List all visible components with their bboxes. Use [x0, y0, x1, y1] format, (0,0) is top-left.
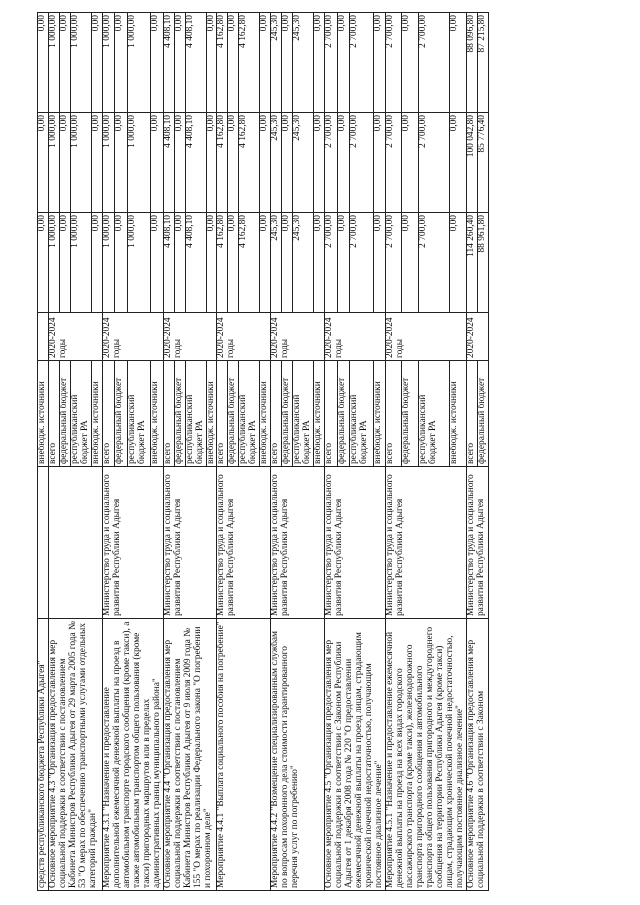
amount-cell: 245,30	[293, 213, 314, 313]
amount-cell: 2 700,00	[349, 13, 373, 113]
amount-cell: 0,00	[151, 213, 163, 313]
amount-cell: 0,00	[174, 113, 185, 213]
amount-cell: 245,30	[271, 113, 282, 213]
amount-cell: 0,00	[337, 13, 349, 113]
amount-cell: 88 096,80	[466, 13, 477, 113]
funding-source-cell: федеральный бюджет	[282, 361, 293, 467]
executor-cell: Министерство труда и социального развития Республики Адыгея	[466, 467, 488, 619]
funding-source-cell: республиканский бюджет РА	[127, 361, 151, 467]
amount-cell: 2 700,00	[418, 113, 449, 213]
funding-source-cell: всего	[163, 361, 174, 467]
measure-name-cell: Мероприятие 4.4.1 "Выплата социального пособия на погребение"	[217, 619, 271, 891]
amount-cell: 0,00	[337, 213, 349, 313]
funding-source-cell: внебюдж. источники	[151, 361, 163, 467]
amount-cell: 4 408,10	[163, 113, 174, 213]
amount-cell: 0,00	[373, 13, 385, 113]
funding-source-cell: всего	[385, 361, 401, 467]
amount-cell: 0,00	[373, 213, 385, 313]
funding-source-cell: республиканский бюджет РА	[70, 361, 91, 467]
amount-cell: 100 042,80	[466, 113, 477, 213]
amount-cell: 0,00	[206, 113, 217, 213]
amount-cell: 2 700,00	[349, 213, 373, 313]
period-cell	[38, 313, 49, 361]
funding-source-cell: внебюдж. источники	[314, 361, 325, 467]
funding-source-cell: федеральный бюджет	[402, 361, 418, 467]
amount-cell: 1 000,00	[70, 13, 91, 113]
executor-cell	[38, 467, 49, 619]
amount-cell: 2 700,00	[385, 113, 401, 213]
funding-source-cell: всего	[271, 361, 282, 467]
funding-source-cell: федеральный бюджет	[115, 361, 127, 467]
amount-cell: 245,30	[271, 213, 282, 313]
measure-name-cell: Мероприятие 4.3.1 "Назначение и предоставление дополнительной ежемесячной денежной выплаты на проезд в автомобильном транспорте городского сообщения (кроме такси), а также автомобильным транспортом общего пользования (кроме такси) пригородных маршрутов или в пределах административных границ муниципального района"	[102, 619, 163, 891]
funding-source-cell: всего	[102, 361, 114, 467]
amount-cell: 0,00	[38, 113, 49, 213]
funding-source-cell: всего	[466, 361, 477, 467]
funding-source-cell: внебюдж. источники	[373, 361, 385, 467]
amount-cell: 0,00	[282, 13, 293, 113]
amount-cell: 0,00	[402, 13, 418, 113]
amount-cell: 4 162,80	[217, 213, 228, 313]
amount-cell: 0,00	[402, 113, 418, 213]
amount-cell: 0,00	[314, 13, 325, 113]
amount-cell: 0,00	[151, 113, 163, 213]
amount-cell: 0,00	[260, 213, 271, 313]
budget-table	[37, 12, 489, 891]
amount-cell: 0,00	[115, 113, 127, 213]
period-cell: 2020-2024 годы	[325, 313, 386, 361]
funding-source-cell: республиканский бюджет РА	[185, 361, 206, 467]
executor-cell: Министерство труда и социального развития Республики Адыгея	[271, 467, 325, 619]
amount-cell: 0,00	[228, 13, 239, 113]
amount-cell: 1 000,00	[127, 213, 151, 313]
period-cell: 2020-2024 годы	[163, 313, 217, 361]
amount-cell: 0,00	[450, 113, 466, 213]
amount-cell: 4 162,80	[239, 13, 260, 113]
amount-cell: 0,00	[38, 213, 49, 313]
funding-source-cell: федеральный бюджет	[59, 361, 70, 467]
amount-cell: 0,00	[402, 213, 418, 313]
amount-cell: 4 162,80	[239, 113, 260, 213]
executor-cell: Министерство труда и социального развития Республики Адыгея	[102, 467, 163, 619]
funding-source-cell: республиканский бюджет РА	[418, 361, 449, 467]
amount-cell: 4 408,10	[163, 213, 174, 313]
amount-cell: 1 000,00	[127, 13, 151, 113]
executor-cell: Министерство труда и социального развития Республики Адыгея	[325, 467, 386, 619]
amount-cell: 0,00	[115, 13, 127, 113]
table-row	[163, 13, 174, 891]
funding-source-cell: всего	[48, 361, 59, 467]
amount-cell: 1 000,00	[70, 113, 91, 213]
measure-name-cell: средств республиканского бюджета Республики Адыгея"	[38, 619, 49, 891]
amount-cell: 0,00	[282, 213, 293, 313]
table-row	[38, 13, 49, 891]
funding-source-cell: республиканский бюджет РА	[239, 361, 260, 467]
funding-source-cell: всего	[325, 361, 337, 467]
funding-source-cell: федеральный бюджет	[337, 361, 349, 467]
amount-cell: 0,00	[59, 13, 70, 113]
amount-cell: 1 000,00	[102, 213, 114, 313]
amount-cell: 0,00	[228, 113, 239, 213]
amount-cell: 0,00	[314, 113, 325, 213]
period-cell: 2020-2024 годы	[48, 313, 102, 361]
amount-cell: 4 408,10	[185, 113, 206, 213]
amount-cell: 114 260,40	[466, 213, 477, 313]
measure-name-cell: Основное мероприятие 4.5 "Организация предоставления мер социальной поддержки в соответствии с Законом Республики Адыгея от 1 декабря 2008 года № 220 "О предоставлении ежемесячной денежной выплаты на проезд лицам, страдающим хронической почечной недостаточностью, получающим постоянное диализное лечение"	[325, 619, 386, 891]
funding-source-cell: федеральный бюджет	[477, 361, 488, 467]
funding-source-cell: республиканский бюджет РА	[349, 361, 373, 467]
funding-source-cell: федеральный бюджет	[228, 361, 239, 467]
measure-name-cell: Основное мероприятие 4.6 "Организация предоставления мер социальной поддержки в соответствии с Законом	[466, 619, 488, 891]
amount-cell: 1 000,00	[102, 113, 114, 213]
executor-cell	[48, 467, 102, 619]
amount-cell: 0,00	[450, 213, 466, 313]
amount-cell: 0,00	[206, 13, 217, 113]
executor-cell: Министерство труда и социального развития Республики Адыгея	[163, 467, 217, 619]
period-cell: 2020-2024 годы	[102, 313, 163, 361]
amount-cell: 0,00	[91, 113, 102, 213]
amount-cell: 0,00	[260, 113, 271, 213]
funding-source-cell: федеральный бюджет	[174, 361, 185, 467]
table-row	[325, 13, 337, 891]
amount-cell: 1 000,00	[70, 213, 91, 313]
funding-source-cell: внебюдж. источники	[91, 361, 102, 467]
amount-cell: 0,00	[337, 113, 349, 213]
amount-cell: 2 700,00	[325, 113, 337, 213]
amount-cell: 1 000,00	[102, 13, 114, 113]
amount-cell: 1 000,00	[48, 113, 59, 213]
amount-cell: 0,00	[151, 13, 163, 113]
amount-cell: 0,00	[228, 213, 239, 313]
amount-cell: 2 700,00	[325, 13, 337, 113]
amount-cell: 0,00	[91, 213, 102, 313]
amount-cell: 245,30	[271, 13, 282, 113]
amount-cell: 4 162,80	[217, 113, 228, 213]
amount-cell: 4 408,10	[185, 13, 206, 113]
amount-cell: 4 408,10	[185, 213, 206, 313]
amount-cell: 2 700,00	[349, 113, 373, 213]
amount-cell: 0,00	[91, 13, 102, 113]
amount-cell: 2 700,00	[385, 213, 401, 313]
amount-cell: 4 408,10	[163, 13, 174, 113]
amount-cell: 0,00	[38, 13, 49, 113]
amount-cell: 2 700,00	[385, 13, 401, 113]
measure-name-cell: Мероприятие 4.5.1 "Назначение и предоставление ежемесячной денежной выплаты на проезд на всех видах городского пассажирского транспорта (кроме такси), железнодорожного транспорта пригородного сообщения и автомобильного транспорта общего пользования пригородного и междугороднего сообщения на территории Республики Адыгея (кроме такси) лицам, страдающим хронической почечной недостаточностью, получающим постоянное диализное лечение"	[385, 619, 466, 891]
measure-name-cell: Основное мероприятие 4.4 "Организация предоставления мер социальной поддержки в соответствии с постановлением Кабинета Министров Республики Адыгея от 9 июля 2009 года № 155 "О мерах по реализации Федерального закона "О погребении и похоронном деле"	[163, 619, 217, 891]
amount-cell: 0,00	[260, 13, 271, 113]
amount-cell: 0,00	[174, 213, 185, 313]
amount-cell: 88 961,80	[477, 213, 488, 313]
table-row	[385, 13, 401, 891]
funding-source-cell: внебюдж. источники	[38, 361, 49, 467]
amount-cell: 0,00	[314, 213, 325, 313]
period-cell: 2020-2024	[466, 313, 488, 361]
amount-cell: 1 000,00	[48, 13, 59, 113]
funding-source-cell: внебюдж. источники	[450, 361, 466, 467]
funding-source-cell: внебюдж. источники	[260, 361, 271, 467]
amount-cell: 1 000,00	[127, 113, 151, 213]
amount-cell: 87 215,80	[477, 13, 488, 113]
amount-cell: 0,00	[115, 213, 127, 313]
period-cell: 2020-2024 годы	[385, 313, 466, 361]
table-row	[102, 13, 114, 891]
period-cell: 2020-2024 годы	[271, 313, 325, 361]
executor-cell: Министерство труда и социального развития Республики Адыгея	[385, 467, 466, 619]
amount-cell: 4 162,80	[217, 13, 228, 113]
funding-source-cell: всего	[217, 361, 228, 467]
amount-cell: 0,00	[174, 13, 185, 113]
amount-cell: 4 162,80	[239, 213, 260, 313]
amount-cell: 0,00	[59, 113, 70, 213]
amount-cell: 2 700,00	[418, 213, 449, 313]
table-row	[48, 13, 59, 891]
amount-cell: 0,00	[450, 13, 466, 113]
amount-cell: 1 000,00	[48, 213, 59, 313]
budget-table-body	[38, 13, 489, 891]
amount-cell: 245,30	[293, 113, 314, 213]
amount-cell: 2 700,00	[418, 13, 449, 113]
amount-cell: 0,00	[373, 113, 385, 213]
amount-cell: 0,00	[59, 213, 70, 313]
funding-source-cell: республиканский бюджет РА	[293, 361, 314, 467]
table-row	[466, 13, 477, 891]
measure-name-cell: Основное мероприятие 4.3 "Организация предоставления мер социальной поддержки в соответствии с постановлением Кабинета Министров Республики Адыгея от 29 марта 2005 года № 53 "О мерах по обеспечению транспортными услугами отдельных категорий граждан"	[48, 619, 102, 891]
amount-cell: 85 776,40	[477, 113, 488, 213]
amount-cell: 0,00	[206, 213, 217, 313]
amount-cell: 245,30	[293, 13, 314, 113]
funding-source-cell: внебюдж. источники	[206, 361, 217, 467]
period-cell: 2020-2024 годы	[217, 313, 271, 361]
measure-name-cell: Мероприятие 4.4.2 "Возмещение специализированным службам по вопросам похоронного дела стоимости гарантированного перечня услуг по погребению"	[271, 619, 325, 891]
amount-cell: 2 700,00	[325, 213, 337, 313]
executor-cell: Министерство труда и социального развития Республики Адыгея	[217, 467, 271, 619]
amount-cell: 0,00	[282, 113, 293, 213]
